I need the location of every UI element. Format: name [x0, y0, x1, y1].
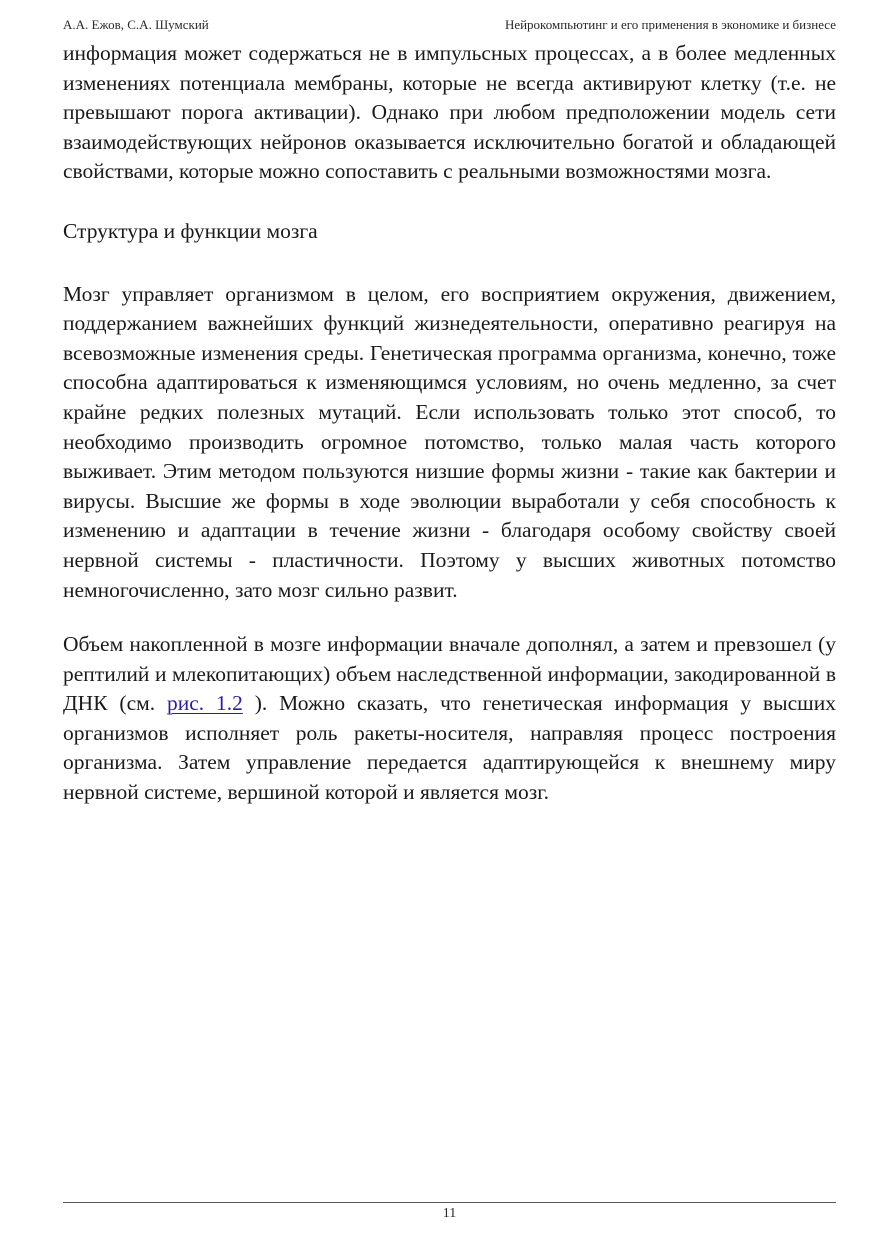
figure-link[interactable]: рис. 1.2 — [166, 691, 243, 716]
footer-divider — [63, 1202, 836, 1203]
paragraph-information-volume — [63, 630, 836, 808]
page-content — [63, 39, 836, 808]
paragraph-volume-text-before: Объем накопленной в мозге информации вначале дополнял, а затем и превзошел (у рептилий и млекопитающих) объем наследственной информации, закодированной в ДНК (см. — [63, 632, 836, 716]
header-book-title: Нейрокомпьютинг и его применения в экономике и бизнесе — [504, 17, 836, 32]
header-authors: А.А. Ежов, С.А. Шумский — [63, 17, 209, 32]
paragraph-intro: информация может содержаться не в импульсных процессах, а в более медленных изменениях потенциала мембраны, которые не всегда активируют клетку (т.е. не превышают порога активации). Однако при любом предположении модель сети взаимодействующих нейронов оказывается исключительно богатой и обладающей свойствами, которые можно сопоставить с реальными возможностями мозга. — [63, 41, 836, 184]
paragraph-volume-text-after: ). Можно сказать, что генетическая информация у высших организмов исполняет роль ракеты-носителя, направляя процесс построения организма. Затем управление передается адаптирующейся к внешнему миру нервной системе, вершиной которой и является мозг. — [63, 691, 836, 805]
paragraph-brain-functions: Мозг управляет организмом в целом, его восприятием окружения, движением, поддержанием важнейших функций жизнедеятельности, оперативно реагируя на всевозможные изменения среды. Генетическая программа организма, конечно, тоже способна адаптироваться к изменяющимся условиям, но очень медленно, за счет крайне редких полезных мутаций. Если использовать только этот способ, то необходимо производить огромное потомство, только малая часть которого выживает. Этим методом пользуются низшие формы жизни - такие как бактерии и вирусы. Высшие же формы в ходе эволюции выработали у себя способность к изменению и адаптации в течение жизни - благодаря особому свойству своей нервной системы - пластичности. Поэтому у высших животных потомство немногочисленно, зато мозг сильно развит. — [63, 281, 836, 602]
page-number: 11 — [442, 1206, 457, 1221]
section-heading: Структура и функции мозга — [63, 218, 318, 243]
